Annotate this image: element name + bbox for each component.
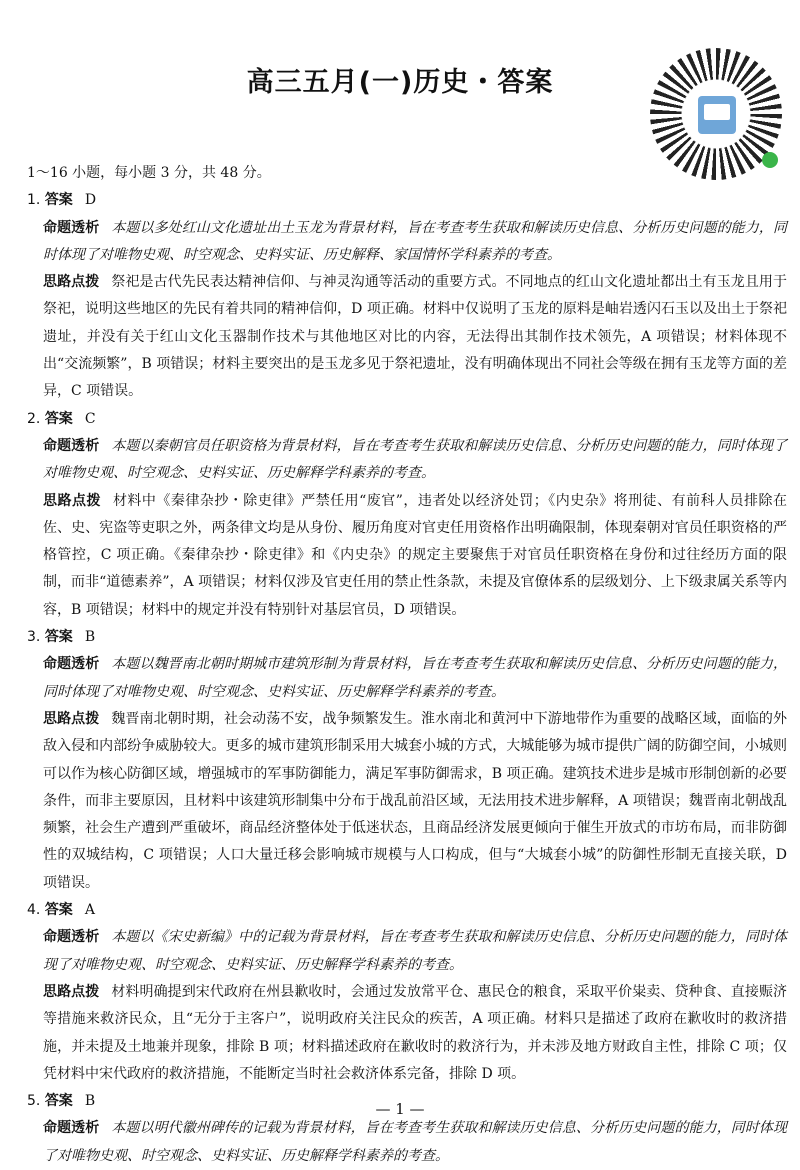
analysis-paragraph: [27, 1115, 787, 1170]
analysis-text: 本题以多处红山文化遗址出土玉龙为背景材料，旨在考查考生获取和解读历史信息、分析历史问题的能力，同时体现了对唯物史观、时空观念、史料实证、历史解释、家国情怀学科素养的考查。: [43, 219, 788, 263]
answer-label: 答案: [44, 192, 73, 209]
question-number: 2.: [27, 410, 41, 427]
question-block: [27, 624, 787, 897]
answer-value: B: [84, 1093, 96, 1110]
question-number: 3.: [27, 629, 41, 646]
answer-value: A: [84, 902, 95, 919]
question-block: [27, 897, 787, 1088]
thinking-label: 思路点拨: [43, 274, 100, 291]
analysis-paragraph: [27, 924, 787, 979]
question-number: 5.: [27, 1093, 41, 1110]
answer-label: 答案: [44, 902, 73, 919]
analysis-paragraph: [27, 215, 787, 270]
answer-label: 答案: [44, 410, 73, 427]
answer-value: D: [84, 192, 97, 209]
thinking-text: 祭祀是古代先民表达精神信仰、与神灵沟通等活动的重要方式。不同地点的红山文化遗址都出土有玉龙且用于祭祀，说明这些地区的先民有着共同的精神信仰，D 项正确。材料中仅说明了玉龙的原料是岫岩透闪石玉以及出土于祭祀遗址，并没有关于红山文化玉器制作技术与其他地区对比的内容，无法得出其制作技术领先，A 项错误；材料体现不出“交流频繁”，B 项错误；材料主要突出的是玉龙多见于祭祀遗址，没有明确体现出不同社会等级在拥有玉龙等方面的差异，C 项错误。: [43, 274, 788, 400]
answer-line: [27, 406, 787, 433]
analysis-text: 本题以《宋史新编》中的记载为背景材料，旨在考查考生获取和解读历史信息、分析历史问题的能力，同时体现了对唯物史观、时空观念、史料实证、历史解释学科素养的考查。: [43, 929, 788, 973]
thinking-text: 材料中《秦律杂抄・除吏律》严禁任用“废官”，违者处以经济处罚；《内史杂》将刑徒、有前科人员排除在佐、史、宪盗等吏职之外，两条律文均是从身份、履历角度对官吏任用资格作出明确限制，体现秦朝对官员任职资格的严格管控，C 项正确。《秦律杂抄・除吏律》和《内史杂》的规定主要聚焦于对官员任职资格在身份和过往经历方面的限制，而非“道德素养”，A 项错误；材料仅涉及官吏任用的禁止性条款，未提及官僚体系的层级划分、上下级隶属关系等内容，B 项错误；材料中的规定并没有特别针对基层官员，D 项错误。: [43, 492, 788, 618]
answer-line: [27, 624, 787, 651]
answer-line: [27, 187, 787, 214]
analysis-text: 本题以秦朝官员任职资格为背景材料，旨在考查考生获取和解读历史信息、分析历史问题的能力，同时体现了对唯物史观、时空观念、史料实证、历史解释学科素养的考查。: [43, 437, 788, 482]
answer-content: [27, 160, 787, 1170]
analysis-label: 命题透析: [43, 1120, 100, 1137]
thinking-text: 材料明确提到宋代政府在州县歉收时，会通过发放常平仓、惠民仓的粮食，采取平价粜卖、贷种食、直接赈济等措施来救济民众，且“无分于主客户”，说明政府关注民众的疾苦，A 项正确。材料只是描述了政府在歉收时的救济措施，并未提及土地兼并现象，排除 B 项；材料描述政府在歉收时的救济行为，并未涉及地方财政自主性，排除 C 项；仅凭材料中宋代政府的救济措施，不能断定当时社会救济体系完备，排除 D 项。: [43, 983, 788, 1082]
thinking-label: 思路点拨: [43, 983, 100, 1000]
answer-label: 答案: [44, 629, 73, 646]
analysis-text: 本题以魏晋南北朝时期城市建筑形制为背景材料，旨在考查考生获取和解读历史信息、分析历史问题的能力，同时体现了对唯物史观、时空观念、史料实证、历史解释学科素养的考查。: [43, 656, 788, 700]
thinking-paragraph: [27, 269, 787, 405]
thinking-text: 魏晋南北朝时期，社会动荡不安，战争频繁发生。淮水南北和黄河中下游地带作为重要的战略区域，面临的外敌入侵和内部纷争威胁较大。更多的城市建筑形制采用大城套小城的方式，大城能够为城市提供广阔的防御空间，小城则可以作为核心防御区域，增强城市的军事防御能力，满足军事防御需求，B 项正确。建筑技术进步是城市形制创新的必要条件，而非主要原因，且材料中该建筑形制集中分布于战乱前沿区域，无法用技术进步解释，A 项错误；魏晋南北朝战乱频繁，社会生产遭到严重破坏，商品经济整体处于低迷状态，且商品经济发展更倾向于催生开放式的市坊布局，而非防御性的双城结构，C 项错误；人口大量迁移会影响城市规模与人口构成，但与“大城套小城”的防御性形制无直接关联，D 项错误。: [43, 710, 788, 891]
question-number: 4.: [27, 902, 41, 919]
section-intro: 1～16 小题，每小题 3 分，共 48 分。: [27, 165, 271, 181]
thinking-label: 思路点拨: [43, 492, 101, 509]
analysis-label: 命题透析: [43, 219, 100, 236]
analysis-paragraph: [27, 433, 787, 488]
analysis-label: 命题透析: [43, 929, 100, 946]
answer-label: 答案: [44, 1093, 73, 1110]
analysis-paragraph: [27, 651, 787, 706]
analysis-text: 本题以明代徽州碑传的记载为背景材料，旨在考查考生获取和解读历史信息、分析历史问题的能力，同时体现了对唯物史观、时空观念、史料实证、历史解释学科素养的考查。: [43, 1120, 788, 1164]
thinking-paragraph: [27, 706, 787, 897]
question-block: [27, 187, 787, 405]
question-block: [27, 406, 787, 624]
thinking-label: 思路点拨: [43, 710, 100, 727]
answer-value: B: [84, 629, 96, 646]
answer-line: [27, 897, 787, 924]
thinking-paragraph: [27, 488, 787, 624]
page-number: — 1 —: [375, 1100, 425, 1118]
answer-value: C: [84, 410, 96, 427]
analysis-label: 命题透析: [43, 437, 100, 454]
question-number: 1.: [27, 192, 41, 209]
thinking-paragraph: [27, 979, 787, 1088]
qr-logo-icon: [698, 96, 736, 134]
analysis-label: 命题透析: [43, 656, 100, 673]
page-title: 高三五月(一)历史・答案: [246, 67, 554, 98]
